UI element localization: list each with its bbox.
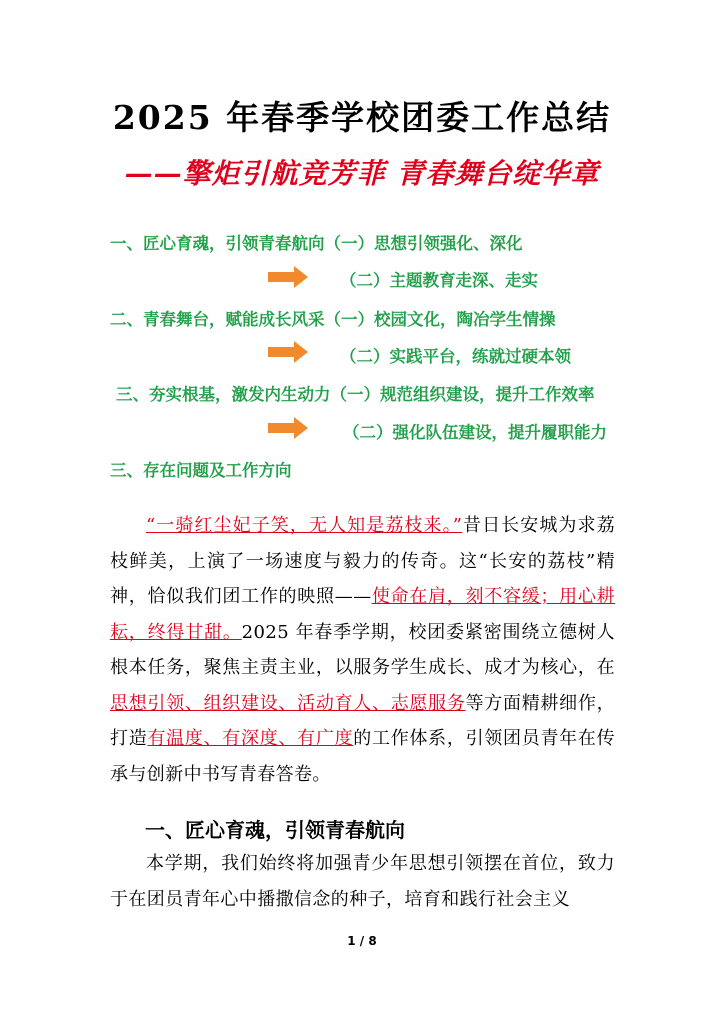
toc-line-3: 二、青春舞台，赋能成长风采（一）校园文化，陶冶学生情操 — [110, 310, 556, 329]
toc-line-1: 一、匠心育魂，引领青春航向（一）思想引领强化、深化 — [110, 234, 523, 253]
page-number: 1 / 8 — [347, 934, 377, 948]
intro-text-1: 昔日长安城为求荔枝鲜美，上演了一场速度与毅力的传奇。这“长安的荔枝”精神，恰似我们团工作的映照—— — [110, 515, 615, 607]
intro-highlight-3: 有温度、有深度、有广度 — [147, 728, 354, 749]
intro-paragraph — [110, 508, 615, 792]
document-subtitle: ——擎炬引航竞芳菲 青春舞台绽华章 — [124, 157, 600, 190]
intro-highlight-1: 使命在肩，刻不容缓；用心耕耘，终得甘甜。 — [110, 586, 615, 643]
toc-line-7: 三、存在问题及工作方向 — [110, 461, 292, 480]
toc-line-5: 三、夯实根基，激发内生动力（一）规范组织建设，提升工作效率 — [116, 385, 595, 404]
arrow-right-icon — [268, 341, 308, 363]
intro-text-2: 2025 年春季学期，校团委紧密围绕立德树人根本任务，聚焦主责主业，以服务学生成长、成才为核心，在 — [110, 621, 615, 678]
document-title: 2025 年春季学校团委工作总结 — [112, 98, 612, 137]
section-1-heading: 一、匠心育魂，引领青春航向 — [145, 818, 405, 842]
arrow-right-icon — [268, 417, 308, 439]
arrow-right-icon — [268, 266, 308, 288]
toc-line-4: （二）实践平台，练就过硬本领 — [340, 347, 571, 366]
toc-line-2: （二）主题教育走深、走实 — [340, 271, 538, 290]
section-1-text: 本学期，我们始终将加强青少年思想引领摆在首位，致力于在团员青年心中播撒信念的种子，培育和践行社会主义 — [110, 853, 615, 910]
intro-text-4: 的工作体系，引领团员青年在传承与创新中书写青春答卷。 — [110, 728, 615, 785]
intro-quote: “一骑红尘妃子笑，无人知是荔枝来。” — [146, 515, 463, 536]
intro-highlight-2: 思想引领、组织建设、活动育人、志愿服务 — [110, 692, 466, 714]
section-1-paragraph — [110, 846, 615, 917]
intro-text-3: 等方面精耕细作，打造 — [110, 692, 615, 749]
toc-line-6: （二）强化队伍建设，提升履职能力 — [343, 423, 607, 442]
